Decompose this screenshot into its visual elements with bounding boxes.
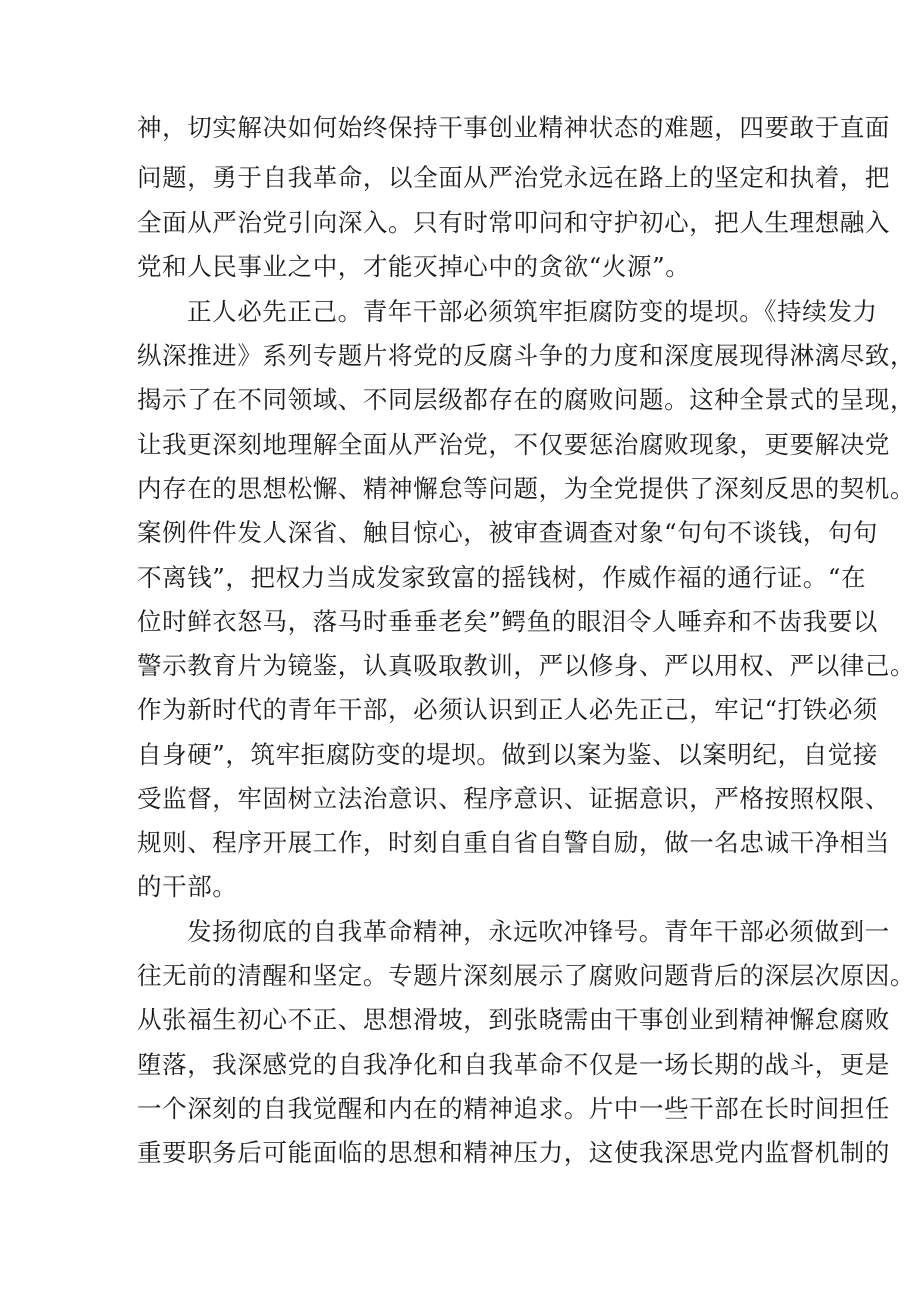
text-line: 纵深推进》系列专题片将党的反腐斗争的力度和深度展现得淋漓尽致， (137, 341, 916, 370)
text-line: 往无前的清醒和坚定。专题片深刻展示了腐败问题背后的深层次原因。 (137, 961, 916, 990)
text-line: 规则、程序开展工作，时刻自重自省自警自励，做一名忠诚干净相当 (137, 828, 890, 857)
text-line: 自身硬”，筑牢拒腐防变的堤坝。做到以案为鉴、以案明纪，自觉接 (137, 740, 879, 769)
text-line: 党和人民事业之中，才能灭掉心中的贪欲“火源”。 (137, 252, 691, 281)
text-line: 神，切实解决如何始终保持干事创业精神状态的难题，四要敢于直面 (137, 113, 890, 142)
text-line: 问题，勇于自我革命，以全面从严治党永远在路上的坚定和执着，把 (137, 163, 890, 192)
text-line: 案例件件发人深省、触目惊心，被审查调查对象“句句不谈钱，句句 (137, 518, 879, 547)
text-line: 不离钱”，把权力当成发家致富的摇钱树，作威作福的通行证。“在 (137, 563, 867, 592)
text-line: 内存在的思想松懈、精神懈怠等问题，为全党提供了深刻反思的契机。 (137, 474, 916, 503)
text-line: 位时鲜衣怒马，落马时垂垂老矣”鳄鱼的眼泪令人唾弃和不齿我要以 (137, 607, 879, 636)
paragraph-first-line: 发扬彻底的自我革命精神，永远吹冲锋号。青年干部必须做到一 (187, 917, 890, 946)
text-line: 受监督，牢固树立法治意识、程序意识、证据意识，严格按照权限、 (137, 784, 890, 813)
text-line: 揭示了在不同领域、不同层级都存在的腐败问题。这种全景式的呈现， (137, 385, 916, 414)
text-line: 的干部。 (137, 872, 238, 901)
text-line: 全面从严治党引向深入。只有时常叩问和守护初心，把人生理想融入 (137, 208, 890, 237)
text-line: 重要职务后可能面临的思想和精神压力，这使我深思党内监督机制的 (137, 1138, 890, 1167)
text-line: 警示教育片为镜鉴，认真吸取教训，严以修身、严以用权、严以律己。 (137, 651, 916, 680)
text-line: 一个深刻的自我觉醒和内在的精神追求。片中一些干部在长时间担任 (137, 1094, 890, 1123)
paragraph-first-line: 正人必先正己。青年干部必须筑牢拒腐防变的堤坝。《持续发力 (187, 297, 878, 326)
text-line: 堕落，我深感党的自我净化和自我革命不仅是一场长期的战斗，更是 (137, 1050, 890, 1079)
text-line: 让我更深刻地理解全面从严治党，不仅要惩治腐败现象，更要解决党 (137, 430, 890, 459)
text-line: 从张福生初心不正、思想滑坡，到张晓需由干事创业到精神懈怠腐败 (137, 1005, 890, 1034)
text-line: 作为新时代的青年干部，必须认识到正人必先正己，牢记“打铁必须 (137, 695, 879, 724)
